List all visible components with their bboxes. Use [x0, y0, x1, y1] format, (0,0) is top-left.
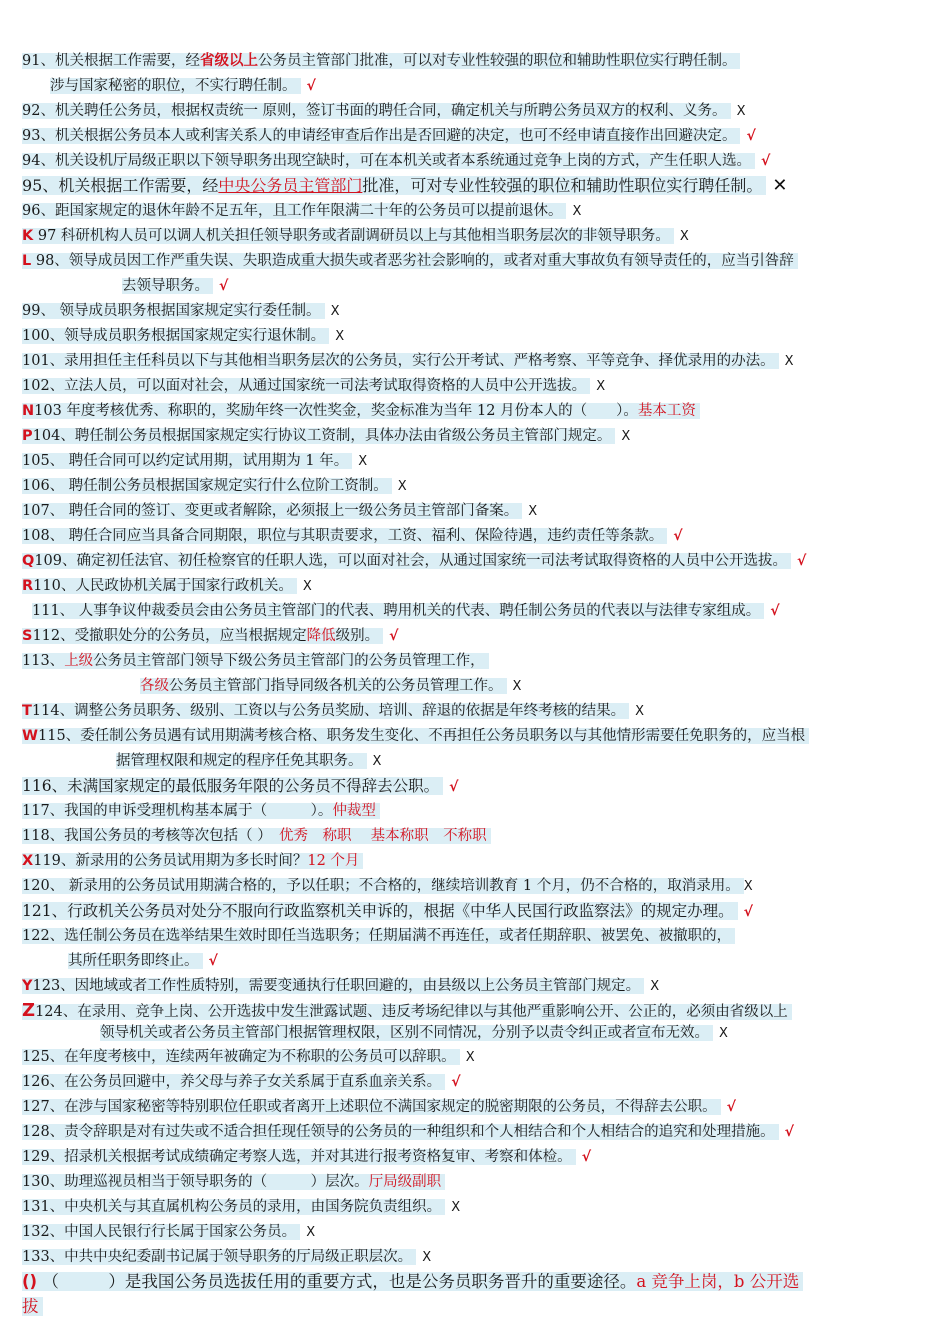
text-segment: 96、距国家规定的退休年龄不足五年，且工作年限满二十年的公务员可以提前退休。 — [22, 203, 563, 219]
correct-mark-icon: √ — [760, 153, 771, 169]
answer-text: 降低 — [306, 628, 336, 644]
question-text — [22, 203, 566, 219]
correct-mark-icon: √ — [797, 553, 807, 569]
text-segment: 93、机关根据公务员本人或利害关系人的申请经审查后作出是否回避的决定，也可不经申请直接作出回避决定。 — [22, 128, 737, 144]
question-line — [22, 350, 794, 372]
question-text — [22, 428, 615, 444]
wrong-mark-icon: X — [465, 1050, 475, 1065]
text-segment: 131、中央机关与其直属机构公务员的录用，由国务院负责组织。 — [22, 1199, 442, 1215]
correct-mark-icon: √ — [451, 1074, 461, 1090]
question-text — [22, 728, 809, 744]
question-text — [22, 153, 755, 169]
text-segment: 123、因地域或者工作性质特别，需要变通执行任职回避的，由县级以上公务员主管部门规定。 — [32, 978, 641, 994]
wrong-mark-icon: X — [451, 1200, 461, 1215]
index-letter: X — [22, 853, 34, 869]
question-line — [22, 300, 339, 322]
wrong-mark-icon: X — [335, 329, 345, 344]
correct-mark-icon: √ — [449, 779, 459, 795]
question-line — [22, 575, 312, 597]
text-segment: 125、在年度考核中，连续两年被确定为不称职的公务员可以辞职。 — [22, 1049, 456, 1065]
question-line — [22, 525, 683, 547]
wrong-mark-icon: X — [512, 679, 522, 694]
text-segment: 级别。 — [335, 628, 380, 644]
text-segment: 95、机关根据工作需要，经 — [22, 176, 219, 195]
question-line — [22, 1121, 794, 1143]
wrong-mark-icon: X — [528, 504, 538, 519]
wrong-mark-icon: X — [397, 479, 407, 494]
wrong-mark-icon: X — [635, 704, 644, 719]
question-text — [22, 777, 443, 795]
text-segment: 102、立法人员，可以面对社会，从通过国家统一司法考试取得资格的人员中公开选拔。 — [22, 378, 587, 394]
text-segment: 101、录用担任主任科员以下与其他相当职务层次的公务员，实行公开考试、严格考察、平等竞争、择优录用的办法。 — [22, 353, 775, 369]
question-line — [22, 325, 344, 347]
question-text — [116, 753, 367, 769]
correct-mark-icon: √ — [389, 628, 399, 644]
question-line — [22, 225, 689, 247]
question-line — [22, 150, 770, 172]
question-line — [22, 1221, 315, 1243]
question-line — [22, 425, 630, 447]
text-segment: 108、 聘任合同应当具备合同期限，职位与其职责要求，工资、福利、保险待遇，违约责任等条款。 — [22, 528, 664, 544]
question-text — [22, 1297, 43, 1316]
correct-mark-icon: √ — [219, 278, 229, 294]
question-line — [22, 800, 380, 822]
wrong-mark-icon: X — [650, 979, 660, 994]
question-text — [22, 578, 297, 594]
question-line — [116, 750, 381, 772]
question-text — [22, 1049, 460, 1065]
answer-text: 各级 — [140, 678, 169, 694]
text-segment: 97 科研机构人员可以调人机关担任领导职务或者副调研员以上与其他相当职务层次的非领导职务。 — [33, 228, 670, 244]
text-segment: 公务员主管部门批准，可以对专业性较强的职位和辅助性职位实行聘任制。 — [257, 53, 737, 69]
wrong-mark-icon: X — [621, 429, 631, 444]
answer-text: 仲裁型 — [332, 803, 376, 819]
text-segment: 104、聘任制公务员根据国家规定实行协议工资制，具体办法由省级公务员主管部门规定。 — [32, 428, 612, 444]
question-text — [22, 328, 329, 344]
answer-text: 上级 — [64, 653, 94, 669]
question-line — [22, 650, 489, 672]
question-text — [22, 303, 325, 319]
question-text — [22, 453, 352, 469]
question-line — [22, 200, 581, 222]
correct-mark-icon: √ — [784, 1124, 795, 1140]
text-segment: 113、 — [22, 653, 65, 669]
question-line — [22, 175, 788, 197]
question-text — [22, 53, 740, 69]
index-letter: N — [22, 403, 35, 419]
question-line — [22, 50, 740, 72]
index-letter: L — [22, 253, 32, 269]
text-segment: 98、领导成员因工作严重失误、失职造成重大损失或者恶劣社会影响的，或者对重大事故负有领导责任的，应当引咎辞 — [31, 253, 794, 269]
question-text — [22, 1272, 803, 1291]
question-line — [22, 1271, 803, 1293]
text-segment: 91、机关根据工作需要，经 — [22, 53, 200, 69]
question-text — [22, 378, 590, 394]
question-line — [22, 975, 659, 997]
index-letter: W — [22, 728, 38, 744]
wrong-mark-icon: X — [784, 354, 794, 369]
text-segment: 据管理权限和规定的程序任免其职务。 — [116, 753, 363, 769]
question-line — [22, 125, 756, 147]
answer-text: 基本工资 — [637, 403, 696, 419]
text-segment: 106、 聘任制公务员根据国家规定实行什么位阶工资制。 — [22, 478, 388, 494]
question-line — [22, 500, 537, 522]
text-segment: 103 年度考核优秀、称职的，奖励年终一次性奖金，奖金标准为当年 12 月份本人的（ ）。 — [34, 403, 638, 419]
question-line — [22, 1171, 445, 1193]
index-letter: K — [22, 228, 34, 244]
question-text — [22, 703, 629, 719]
text-segment: 其所任职务即终止。 — [68, 953, 199, 969]
question-line — [22, 900, 753, 922]
question-line — [100, 1022, 728, 1044]
question-text — [22, 103, 731, 119]
text-segment: 117、我国的申诉受理机构基本属于（ ）。 — [22, 803, 333, 819]
question-line — [22, 825, 491, 847]
wrong-mark-icon: X — [372, 754, 382, 769]
index-letter: Q — [22, 553, 35, 569]
question-line — [22, 1196, 460, 1218]
correct-mark-icon: √ — [208, 953, 218, 969]
question-text — [22, 253, 798, 269]
wrong-mark-icon: X — [596, 379, 606, 394]
question-text — [22, 176, 766, 195]
question-text — [22, 478, 392, 494]
text-segment: 领导机关或者公务员主管部门根据管理权限，区别不同情况，分别予以责令纠正或者宣布无效。 — [100, 1025, 709, 1041]
question-line — [22, 400, 700, 422]
correct-mark-icon: √ — [581, 1149, 592, 1165]
question-text — [22, 878, 744, 894]
question-line — [68, 950, 218, 972]
question-text — [22, 1249, 416, 1265]
text-segment: 129、招录机关根据考试成绩确定考察人选，并对其进行报考资格复审、考察和体检。 — [22, 1149, 572, 1165]
question-text — [22, 1149, 576, 1165]
wrong-mark-icon: X — [302, 579, 312, 594]
text-segment: 122、选任制公务员在选举结果生效时即任当选职务；任期届满不再连任，或者任期辞职、被罢免、被撤职的， — [22, 928, 732, 944]
question-text — [22, 653, 489, 669]
index-letter: Y — [22, 978, 33, 994]
text-segment: 119、新录用的公务员试用期为多长时间？ — [33, 853, 308, 869]
index-letter: S — [22, 628, 33, 644]
question-line — [122, 275, 228, 297]
text-segment: 批准，可对专业性较强的职位和辅助性职位实行聘任制。 — [362, 176, 763, 195]
index-letter: T — [22, 703, 32, 719]
question-line — [32, 600, 780, 622]
text-segment: 公务员主管部门领导下级公务员主管部门的公务员管理工作， — [93, 653, 485, 669]
text-segment: 105、 聘任合同可以约定试用期，试用期为 1 年。 — [22, 453, 349, 469]
question-line — [22, 625, 398, 647]
question-line — [22, 700, 644, 722]
question-text — [22, 902, 738, 920]
wrong-mark-icon: X — [736, 104, 746, 119]
question-line — [140, 675, 521, 697]
question-line — [22, 550, 806, 572]
text-segment: （ ）是我国公务员选拔任用的重要方式，也是公务员职务晋升的重要途径。 — [37, 1272, 637, 1291]
question-line — [22, 1246, 431, 1268]
question-line — [22, 475, 407, 497]
question-text — [22, 1224, 300, 1240]
answer-text: 优秀 称职 基本称职 不称职 — [279, 828, 487, 844]
text-segment: 99、 领导成员职务根据国家规定实行委任制。 — [22, 303, 321, 319]
text-segment: 128、责令辞职是对有过失或不适合担任现任领导的公务员的一种组织和个人相结合和个人相结合的追究和处理措施。 — [22, 1124, 775, 1140]
question-text — [22, 1124, 779, 1140]
answer-text: 中央公务员主管部门 — [218, 176, 363, 195]
question-line — [22, 725, 809, 747]
text-segment: 去领导职务。 — [122, 278, 209, 294]
wrong-mark-icon: ✕ — [772, 175, 788, 196]
question-line — [22, 100, 745, 122]
question-text — [22, 553, 791, 569]
question-text — [140, 678, 507, 694]
question-text — [100, 1025, 713, 1041]
text-segment: 133、中共中央纪委副书记属于领导职务的厅局级正职层次。 — [22, 1249, 413, 1265]
question-text — [50, 78, 301, 94]
question-text — [22, 128, 740, 144]
wrong-mark-icon: X — [743, 879, 753, 894]
question-line — [22, 1146, 591, 1168]
text-segment: 111、 人事争议仲裁委员会由公务员主管部门的代表、聘用机关的代表、聘任制公务员的代表以与法律专家组成。 — [32, 603, 761, 619]
question-text — [22, 803, 380, 819]
text-segment: 涉与国家秘密的职位，不实行聘任制。 — [50, 78, 297, 94]
correct-mark-icon: √ — [306, 78, 316, 94]
index-letter: R — [22, 578, 34, 594]
answer-text: 厅局级副职 — [368, 1174, 442, 1190]
correct-mark-icon: √ — [770, 603, 780, 619]
index-letter: () — [22, 1272, 38, 1291]
question-line — [22, 1046, 475, 1068]
text-segment: 110、人民政协机关属于国家行政机关。 — [33, 578, 293, 594]
question-line — [22, 775, 458, 797]
index-letter: Z — [22, 1000, 36, 1021]
text-segment: 127、在涉与国家秘密等特别职位任职或者离开上述职位不满国家规定的脱密期限的公务员，不得辞去公职。 — [22, 1099, 717, 1115]
answer-text: 12 个月 — [307, 853, 360, 869]
wrong-mark-icon: X — [719, 1026, 728, 1041]
text-segment: 118、我国公务员的考核等次包括（ ） — [22, 828, 280, 844]
question-text — [22, 503, 522, 519]
question-line — [22, 250, 798, 272]
question-text — [32, 603, 764, 619]
question-line — [22, 1096, 736, 1118]
text-segment: 92、机关聘任公务员，根据权责统一 原则，签订书面的聘任合同，确定机关与所聘公务员双方的权利、义务。 — [22, 103, 727, 119]
question-line — [50, 75, 316, 97]
text-segment: 107、 聘任合同的签订、变更或者解除，必须报上一级公务员主管部门备案。 — [22, 503, 519, 519]
correct-mark-icon: √ — [673, 528, 683, 544]
question-line — [22, 1071, 461, 1093]
wrong-mark-icon: X — [572, 204, 582, 219]
text-segment: 120、 新录用的公务员试用期满合格的，予以任职；不合格的，继续培训教育 1 个月，仍不合格的，取消录用。 — [22, 878, 740, 894]
correct-mark-icon: √ — [743, 904, 753, 920]
text-segment: 132、中国人民银行行长属于国家公务员。 — [22, 1224, 297, 1240]
correct-mark-icon: √ — [746, 128, 756, 144]
question-text — [22, 1099, 721, 1115]
question-text — [22, 1074, 445, 1090]
answer-text: a 竞争上岗，b 公开选 — [636, 1272, 800, 1291]
index-letter: P — [22, 428, 33, 444]
correct-mark-icon: √ — [726, 1099, 737, 1115]
text-segment: 115、委任制公务员遇有试用期满考核合格、职务发生变化、不再担任公务员职务以与其他情形需要任免职务的，应当根 — [38, 728, 806, 744]
text-segment: 121、行政机关公务员对处分不服向行政监察机关申诉的，根据《中华人民国行政监察法》的规定办理。 — [22, 902, 734, 920]
text-segment: 公务员主管部门指导同级各机关的公务员管理工作。 — [169, 678, 503, 694]
question-text — [22, 828, 491, 844]
question-text — [22, 1199, 445, 1215]
text-segment: 112、受撤职处分的公务员，应当根据规定 — [32, 628, 307, 644]
question-text — [122, 278, 213, 294]
wrong-mark-icon: X — [679, 229, 689, 244]
wrong-mark-icon: X — [306, 1225, 316, 1240]
question-text — [22, 628, 383, 644]
answer-text: 拔 — [22, 1297, 39, 1316]
text-segment: 126、在公务员回避中，养父母与养子女关系属于直系血亲关系。 — [22, 1074, 442, 1090]
question-line — [22, 1000, 792, 1022]
question-text — [22, 853, 363, 869]
question-text — [22, 403, 700, 419]
wrong-mark-icon: X — [358, 454, 368, 469]
question-text — [22, 528, 667, 544]
question-text — [68, 953, 203, 969]
question-text — [22, 978, 644, 994]
text-segment: 94、机关设机厅局级正职以下领导职务出现空缺时，可在本机关或者本系统通过竞争上岗的方式，产生任职人选。 — [22, 153, 751, 169]
question-text — [22, 353, 779, 369]
text-segment: 100、领导成员职务根据国家规定实行退休制。 — [22, 328, 326, 344]
question-text — [22, 1000, 792, 1021]
question-text — [22, 1174, 445, 1190]
question-line — [22, 925, 735, 947]
text-segment: 114、调整公务员职务、级别、工资以与公务员奖励、培训、辞退的依据是年终考核的结果。 — [31, 703, 626, 719]
question-text — [22, 928, 735, 944]
question-line — [22, 1296, 43, 1318]
question-text — [22, 228, 674, 244]
wrong-mark-icon: X — [330, 304, 340, 319]
answer-text: 省级以上 — [199, 52, 258, 69]
text-segment: 130、助理巡视员相当于领导职务的（ ）层次。 — [22, 1174, 369, 1190]
wrong-mark-icon: X — [422, 1250, 432, 1265]
question-line — [22, 450, 367, 472]
text-segment: 109、确定初任法官、初任检察官的任职人选，可以面对社会，从通过国家统一司法考试取得资格的人员中公开选拔。 — [34, 553, 787, 569]
question-line — [22, 850, 363, 872]
text-segment: 124、在录用、竞争上岗、公开选拔中发生泄露试题、违反考场纪律以与其他严重影响公开、公正的，必须由省级以上 — [35, 1004, 788, 1020]
text-segment: 116、未满国家规定的最低服务年限的公务员不得辞去公职。 — [22, 777, 440, 795]
question-line — [22, 375, 605, 397]
question-line — [22, 875, 753, 897]
